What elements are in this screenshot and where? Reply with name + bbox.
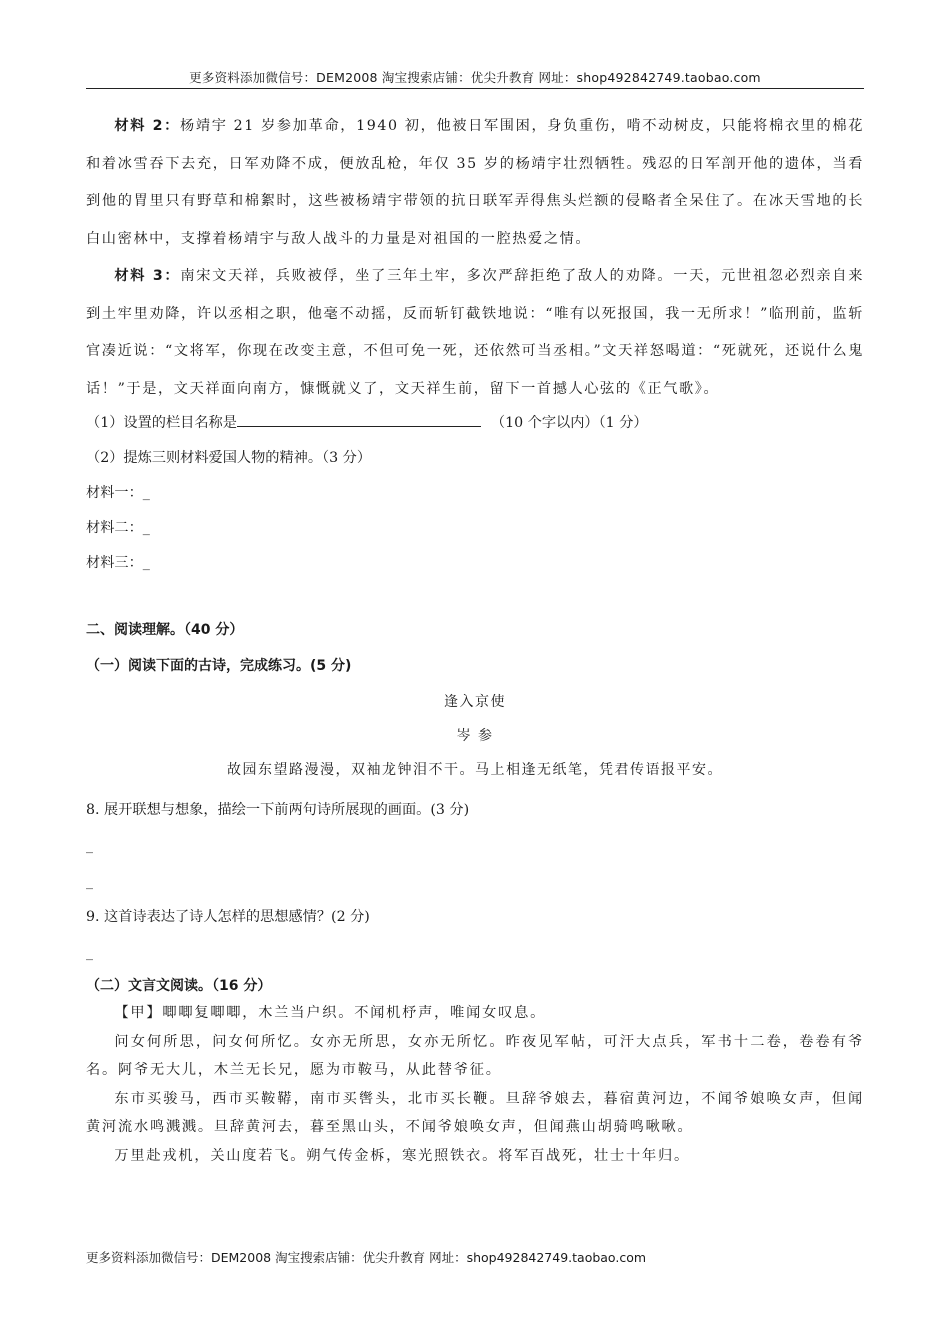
classical-paragraph-4: 万里赴戎机，关山度若飞。朔气传金柝，寒光照铁衣。将军百战死，壮士十年归。 [114, 1147, 690, 1164]
material-2-label: 材料 2： [114, 118, 181, 134]
page-content [86, 108, 864, 1170]
classical-paragraph-2: 问女何所思，问女何所忆。女亦无所思，女亦无所忆。昨夜见军帖，可汗大点兵，军书十二卷，卷卷有爷名。阿爷无大儿，木兰无长兄，愿为市鞍马，从此替爷征。 [86, 1033, 864, 1078]
part-2-title: （二）文言文阅读。（16 分） [86, 978, 272, 994]
classical-paragraph-3: 东市买骏马，西市买鞍鞯，南市买辔头，北市买长鞭。旦辞爷娘去，暮宿黄河边，不闻爷娘唤女声，但闻黄河流水鸣溅溅。旦辞黄河去，暮至黑山头，不闻爷娘唤女声，但闻燕山胡骑鸣啾啾。 [86, 1090, 864, 1135]
material-2-text: 杨靖宇 21 岁参加革命，1940 初，他被日军围困，身负重伤，啃不动树皮，只能将棉衣里的棉花和着冰雪吞下去充，日军劝降不成，便放乱枪，年仅 35 岁的杨靖宇壮烈牺牲。残忍的日军剖开他的遗体，当看到他的胃里只有野草和棉絮时，这些被杨靖宇带领的抗日联军弄得焦头烂额的侵略者全呆住了。在冰天雪地的长白山密林中，支撑着杨靖宇与敌人战斗的力量是对祖国的一腔热爱之情。 [86, 118, 864, 247]
answer-material-2: 材料二：_ [86, 520, 150, 536]
answer-blank-9: _ [86, 945, 93, 961]
question-8: 8. 展开联想与想象，描绘一下前两句诗所展现的画面。(3 分) [86, 802, 470, 818]
material-3-label: 材料 3： [114, 268, 181, 284]
classical-paragraph-1: 【甲】唧唧复唧唧，木兰当户织。不闻机杼声，唯闻女叹息。 [114, 1005, 547, 1021]
answer-blank-line [237, 412, 481, 427]
part-1-title: （一）阅读下面的古诗，完成练习。(5 分) [86, 658, 352, 674]
answer-material-1: 材料一：_ [86, 485, 150, 501]
material-2 [86, 108, 864, 258]
answer-blank-8b: _ [86, 874, 93, 890]
material-3-text: 南宋文天祥，兵败被俘，坐了三年土牢，多次严辞拒绝了敌人的劝降。一天，元世祖忽必烈亲自来到土牢里劝降，许以丞相之职，他毫不动摇，反而斩钉截铁地说：“唯有以死报国，我一无所求！”临刑前，监斩官凑近说：“文将军，你现在改变主意，不但可免一死，还依然可当丞相。”文天祥怒喝道：“死就死，还说什么鬼话！”于是，文天祥面向南方，慷慨就义了，文天祥生前，留下一首撼人心弦的《正气歌》。 [86, 268, 864, 397]
material-3 [86, 258, 864, 408]
header-divider [86, 88, 864, 89]
answer-material-3: 材料三：_ [86, 555, 150, 571]
poem-author: 岑 参 [456, 728, 494, 744]
question-1 [86, 406, 864, 441]
answer-blank-8a: _ [86, 838, 93, 854]
page-footer: 更多资料添加微信号：DEM2008 淘宝搜索店铺：优尖升教育 网址：shop492842749.taobao.com [86, 1250, 647, 1265]
question-1-prefix: （1）设置的栏目名称是 [86, 415, 237, 431]
poem-title: 逢入京使 [444, 694, 506, 710]
section-2-title: 二、阅读理解。（40 分） [86, 622, 244, 638]
page-header: 更多资料添加微信号：DEM2008 淘宝搜索店铺：优尖升教育 网址：shop492842749.taobao.com [189, 70, 761, 85]
question-2: （2）提炼三则材料爱国人物的精神。（3 分） [86, 450, 372, 466]
question-1-suffix: （10 个字以内）（1 分） [490, 415, 648, 431]
question-9: 9. 这首诗表达了诗人怎样的思想感情？(2 分) [86, 909, 370, 925]
poem-lines: 故园东望路漫漫，双袖龙钟泪不干。马上相逢无纸笔，凭君传语报平安。 [227, 762, 723, 778]
